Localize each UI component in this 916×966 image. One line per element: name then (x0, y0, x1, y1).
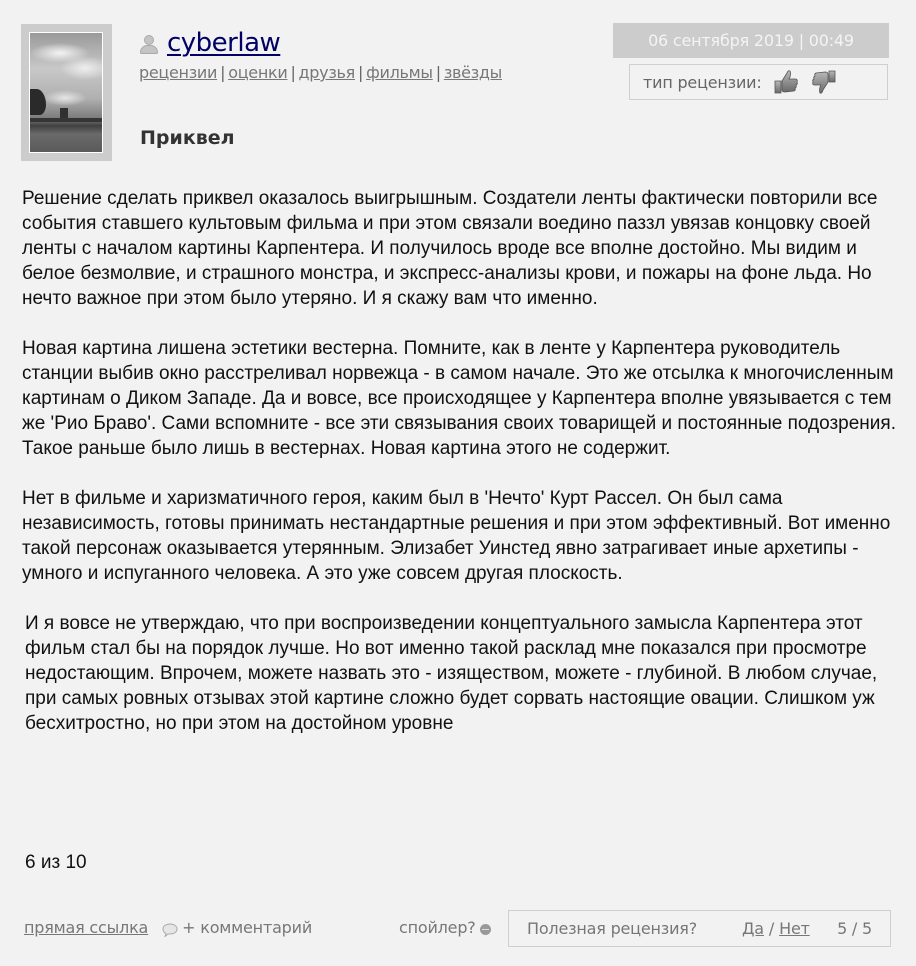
review-body (22, 186, 902, 761)
review-type-box (629, 64, 888, 100)
avatar-image-tree (30, 89, 46, 115)
review-footer-links (24, 918, 312, 937)
review-paragraph: Нет в фильме и харизматичного героя, каким был в 'Нечто' Курт Рассел. Он был сама независимость, готовы принимать нестандартные решения и при этом эффективный. Вот именно такой персонаж оказывается утерянным. Элизабет Уинстед явно затрагивает иные архетипы - умного и испуганного человека. А это уже совсем другая плоскость. (22, 488, 891, 584)
avatar-image-shore (30, 118, 103, 122)
user-link-ratings[interactable]: оценки (228, 63, 288, 82)
separator: / (768, 919, 775, 938)
separator: | (358, 63, 364, 82)
avatar-image (29, 32, 103, 153)
user-link-reviews[interactable]: рецензии (139, 63, 218, 82)
vote-yes-link[interactable]: Да (742, 919, 764, 938)
add-comment-button[interactable]: + комментарий (182, 918, 313, 937)
user-silhouette-icon (139, 34, 159, 56)
review-paragraph: Новая картина лишена эстетики вестерна. Помните, как в ленте у Карпентера руководитель станции выбив окно расстреливал норвежца - в самом начале. Это же отсылка к многочисленным картинам о Диком Западе. Да и вовсе, все происходящее у Карпентера вполне увязывается с тем же 'Рио Браво'. Сами вспомните - все эти связывания своих товарищей и постоянные подозрения. Такое раньше было лишь в вестернах. Новая картина этого не содержит. (22, 338, 896, 459)
user-link-friends[interactable]: друзья (298, 63, 355, 82)
spoiler-label: спойлер? (399, 918, 476, 937)
user-links (139, 63, 502, 82)
separator: | (220, 63, 226, 82)
user-link-films[interactable]: фильмы (366, 63, 433, 82)
review-score: 6 из 10 (25, 852, 87, 873)
spoiler-toggle[interactable] (399, 918, 491, 937)
vote-count: 5 / 5 (837, 919, 872, 938)
vote-no-link[interactable]: Нет (779, 919, 810, 938)
review-title: Приквел (140, 127, 235, 149)
user-link-stars[interactable]: звёзды (443, 63, 503, 82)
review-type-label: тип рецензии: (643, 72, 762, 92)
minus-circle-icon (480, 924, 491, 935)
review-paragraph: Решение сделать приквел оказалось выигрышным. Создатели ленты фактически повторили все события ставшего культовым фильма и при этом связали воедино паззл увязав концовку своей ленты с началом картины Карпентера. И получилось вроде все вполне достойно. Мы видим и белое безмолвие, и страшного монстра, и экспресс-анализы крови, и пожары на фоне льда. Но нечто важное при этом было утеряно. И я скажу вам что именно. (22, 188, 878, 309)
review-date: 06 сентября 2019 | 00:49 (613, 23, 889, 58)
direct-link[interactable]: прямая ссылка (24, 918, 149, 937)
user-header (139, 26, 280, 60)
useful-question: Полезная рецензия? (527, 919, 697, 938)
review-paragraph: И я вовсе не утверждаю, что при воспроизведении концептуального замысла Карпентера этот фильм стал бы на порядок лучше. Но вот именно такой расклад мне показался при просмотре недостающим. Впрочем, можете назвать это - изяществом, можете - глубиной. В любом случае, при самых ровных отзывах этой картине сложно будет сорвать настоящие овации. Слишком уж бесхитростно, но при этом на достойном уровне (25, 613, 878, 734)
speech-bubble-icon[interactable] (162, 923, 178, 937)
thumbs-down-icon[interactable] (810, 69, 838, 95)
useful-review-box (508, 910, 891, 947)
thumbs-up-icon[interactable] (772, 69, 800, 95)
separator: | (290, 63, 296, 82)
avatar[interactable] (21, 24, 112, 161)
username-link[interactable]: cyberlaw (167, 28, 281, 58)
separator: | (435, 63, 441, 82)
